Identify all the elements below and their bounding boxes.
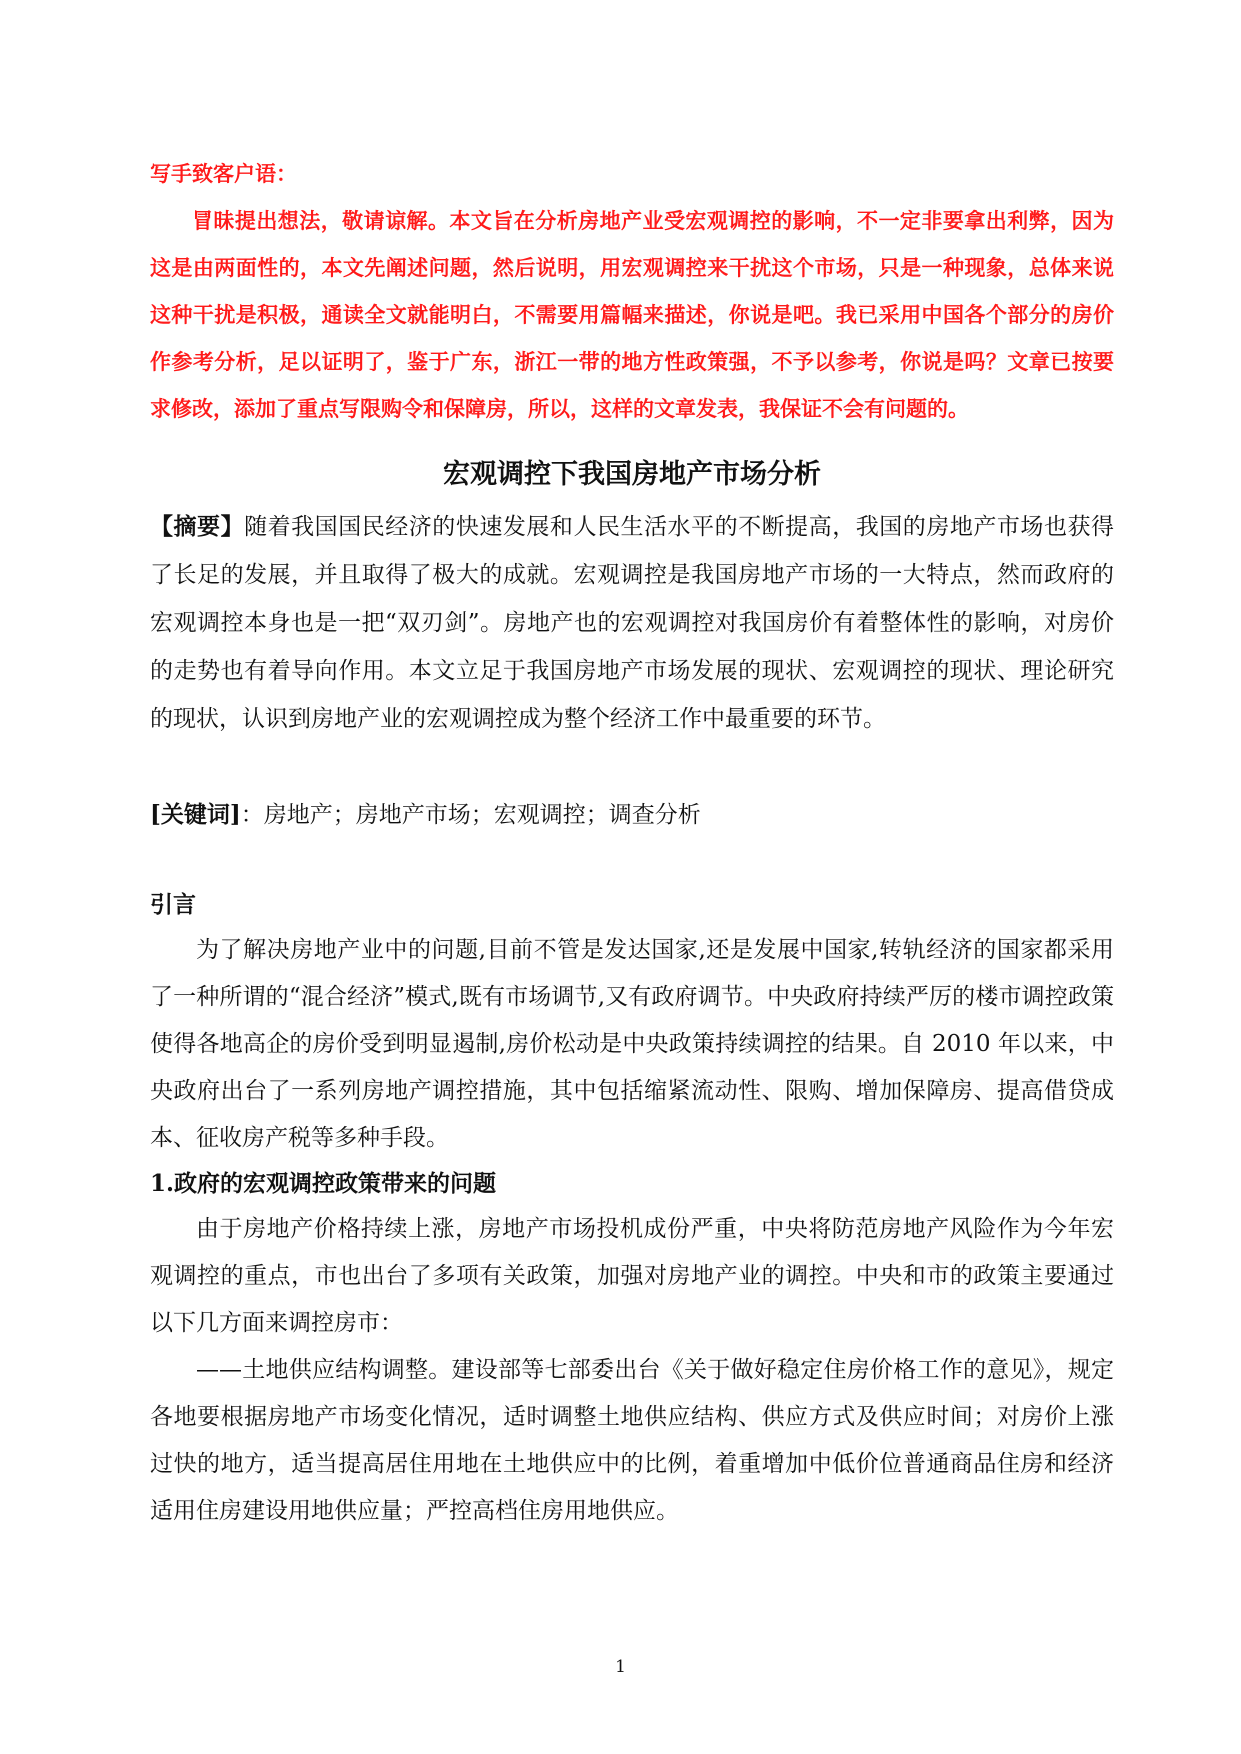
abstract-paragraph <box>150 503 1114 743</box>
section1-paragraph-1: 由于房地产价格持续上涨，房地产市场投机成份严重，中央将防范房地产风险作为今年宏观调控的重点，市也出台了多项有关政策，加强对房地产业的调控。中央和市的政策主要通过以下几方面来调控房市： <box>150 1216 1114 1336</box>
section1-paragraph-2: ——土地供应结构调整。建设部等七部委出台《关于做好稳定住房价格工作的意见》，规定各地要根据房地产市场变化情况，适时调整土地供应结构、供应方式及供应时间；对房价上涨过快的地方，适当提高居住用地在土地供应中的比例，着重增加中低价位普通商品住房和经济适用住房建设用地供应量；严控高档住房用地供应。 <box>150 1357 1114 1524</box>
keywords-text: ：房地产；房地产市场；宏观调控；调查分析 <box>240 802 701 828</box>
writer-note-label: 写手致客户语： <box>150 161 297 186</box>
intro-paragraph: 为了解决房地产业中的问题,目前不管是发达国家,还是发展中国家,转轨经济的国家都采用了一种所谓的“混合经济”模式,既有市场调节,又有政府调节。中央政府持续严厉的楼市调控政策使得各地高企的房价受到明显遏制,房价松动是中央政策持续调控的结果。自 2010 年以来，中央政府出台了一系列房地产调控措施，其中包括缩紧流动性、限购、增加保障房、提高借贷成本、征收房产税等多种手段。 <box>150 937 1114 1151</box>
abstract-label: 【摘要】 <box>150 513 245 540</box>
writer-note-body: 冒昧提出想法，敬请谅解。本文旨在分析房地产业受宏观调控的影响，不一定非要拿出利弊，因为这是由两面性的，本文先阐述问题，然后说明，用宏观调控来干扰这个市场，只是一种现象，总体来说这种干扰是积极，通读全文就能明白，不需要用篇幅来描述，你说是吧。我已采用中国各个部分的房价作参考分析，足以证明了，鉴于广东，浙江一带的地方性政策强，不予以参考，你说是吗？文章已按要求修改，添加了重点写限购令和保障房，所以，这样的文章发表，我保证不会有问题的。 <box>150 208 1114 421</box>
document-title: 宏观调控下我国房地产市场分析 <box>443 459 821 490</box>
page-number: 1 <box>615 1657 626 1677</box>
keywords-label: [关键词] <box>150 801 241 828</box>
section1-heading: 1.政府的宏观调控政策带来的问题 <box>150 1170 497 1197</box>
document-page <box>150 150 1114 1535</box>
abstract-text: 随着我国国民经济的快速发展和人民生活水平的不断提高，我国的房地产市场也获得了长足的发展，并且取得了极大的成就。宏观调控是我国房地产市场的一大特点，然而政府的宏观调控本身也是一把“双刃剑”。房地产也的宏观调控对我国房价有着整体性的影响，对房价的走势也有着导向作用。本文立足于我国房地产市场发展的现状、宏观调控的现状、理论研究的现状，认识到房地产业的宏观调控成为整个经济工作中最重要的环节。 <box>150 514 1115 732</box>
keywords-line <box>150 791 1114 839</box>
intro-heading: 引言 <box>150 891 196 918</box>
